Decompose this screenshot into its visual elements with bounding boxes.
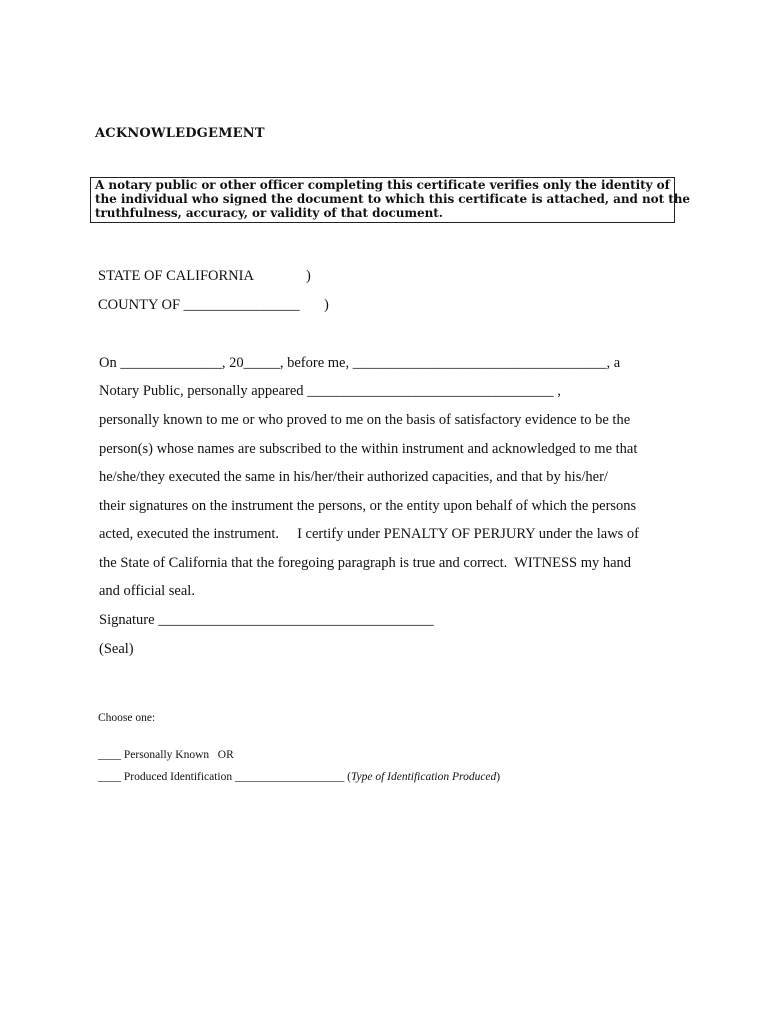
- body-line: Notary Public, personally appeared __________________________________ ,: [99, 383, 561, 399]
- notice-line: truthfulness, accuracy, or validity of that document.: [95, 206, 443, 221]
- venue-state-paren: ): [306, 268, 311, 284]
- body-line: and official seal.: [99, 583, 195, 599]
- body-line: On ______________, 20_____, before me, ___________________________________, a: [99, 355, 621, 371]
- body-line: he/she/they executed the same in his/her/their authorized capacities, and that by his/her/: [99, 469, 608, 485]
- document-title: ACKNOWLEDGEMENT: [95, 126, 265, 141]
- choose-one-label: Choose one:: [98, 712, 156, 724]
- body-line: the State of California that the foregoing paragraph is true and correct. WITNESS my hand: [99, 555, 632, 571]
- option-produced-identification-end: ): [496, 771, 501, 783]
- notice-line: the individual who signed the document to which this certificate is attached, and not the: [95, 192, 690, 207]
- notice-line: A notary public or other officer completing this certificate verifies only the identity of: [95, 178, 670, 192]
- signature-line: Signature ______________________________________: [99, 612, 434, 628]
- option-personally-known: ____ Personally Known OR: [98, 749, 234, 761]
- option-produced-identification: [98, 771, 500, 783]
- venue-county: COUNTY OF ________________: [98, 297, 300, 313]
- seal-label: (Seal): [99, 641, 134, 657]
- venue-county-paren: ): [324, 297, 329, 313]
- body-line: acted, executed the instrument. I certify under PENALTY OF PERJURY under the laws of: [99, 526, 640, 542]
- notary-notice-box: [90, 177, 690, 223]
- body-line: person(s) whose names are subscribed to the within instrument and acknowledged to me that: [99, 441, 638, 457]
- option-produced-identification-text: ____ Produced Identification ___________________ (: [98, 771, 351, 783]
- identification-type-hint: Type of Identification Produced: [350, 771, 497, 783]
- body-line: personally known to me or who proved to me on the basis of satisfactory evidence to be the: [99, 412, 631, 428]
- body-line: their signatures on the instrument the persons, or the entity upon behalf of which the persons: [99, 498, 637, 514]
- venue-state: STATE OF CALIFORNIA: [98, 268, 254, 284]
